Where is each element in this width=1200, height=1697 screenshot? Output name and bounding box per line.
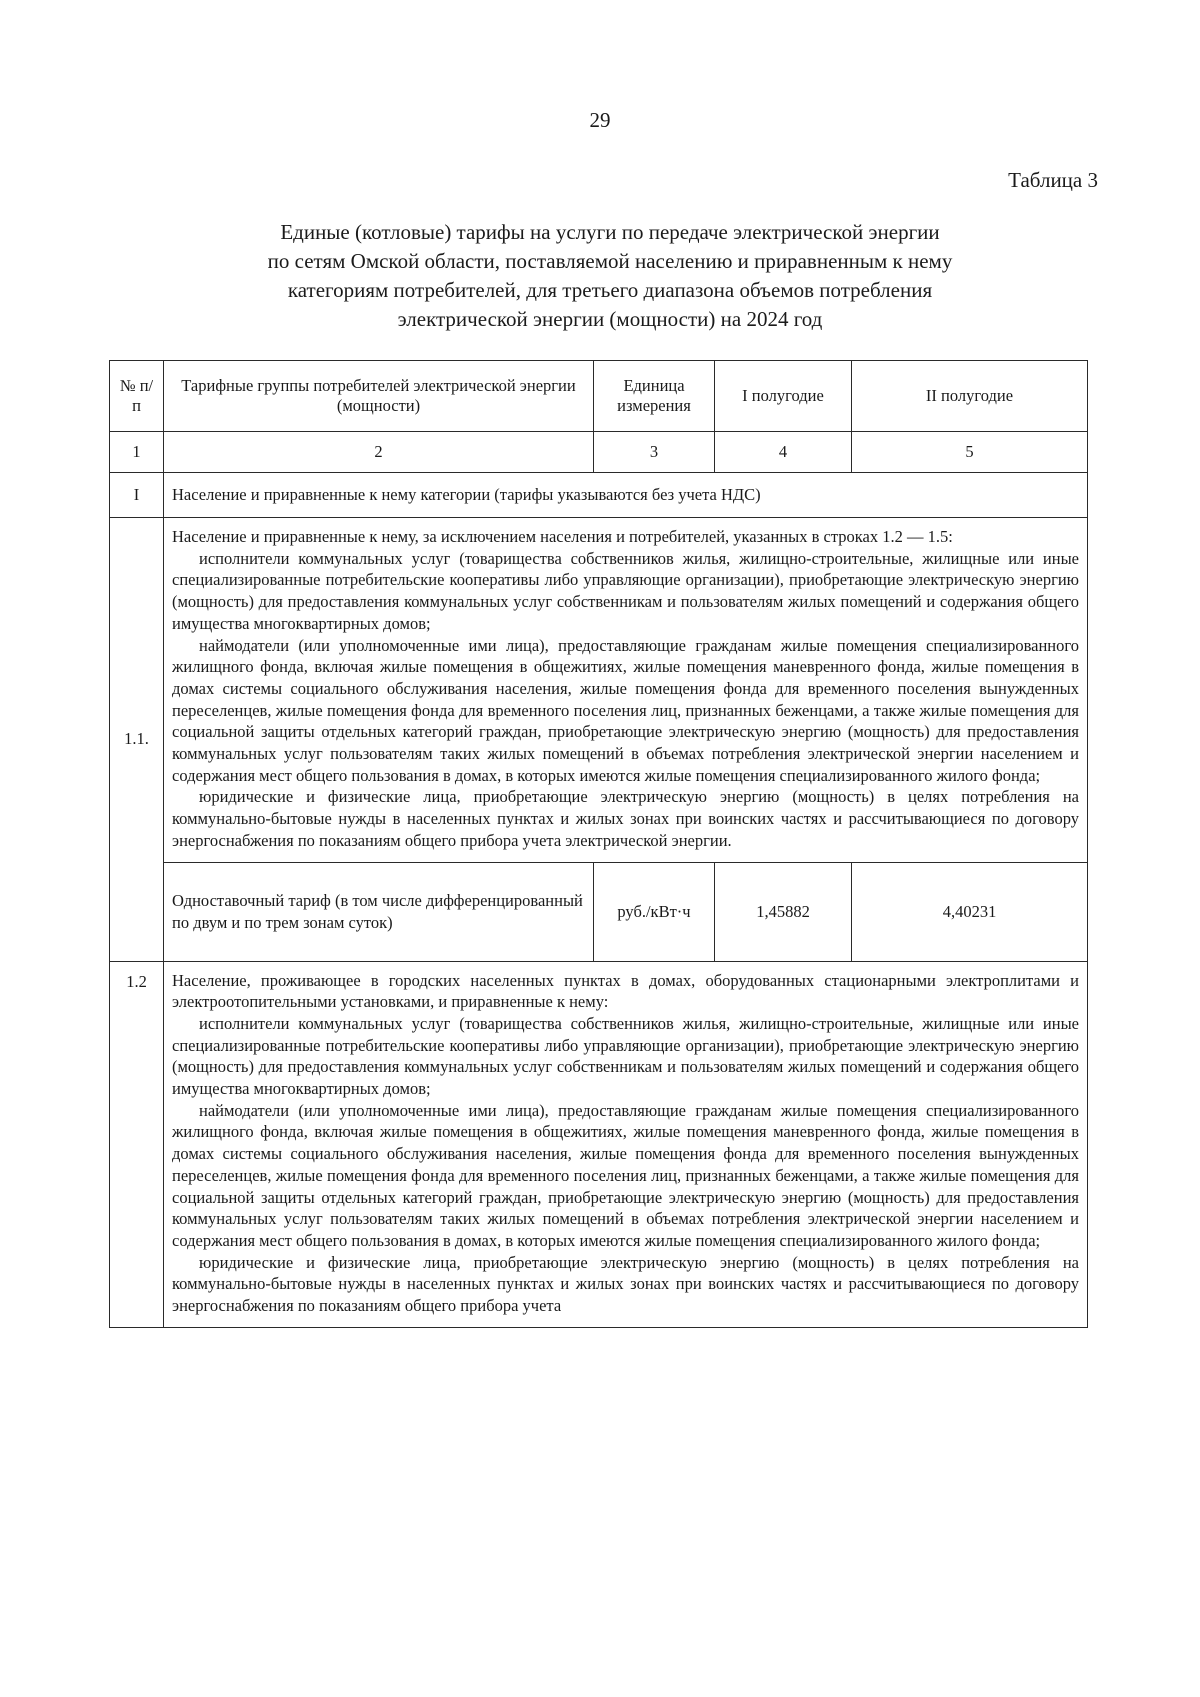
title-line: категориям потребителей, для третьего диапазона объемов потребления: [287, 278, 933, 302]
description-paragraph: Население, проживающее в городских населенных пунктах в домах, оборудованных стационарными электроплитами и электроотопительными установками, и приравненные к нему:: [172, 970, 1079, 1012]
title-line: Единые (котловые) тарифы на услуги по передаче электрической энергии: [280, 220, 940, 244]
title-line: по сетям Омской области, поставляемой населению и приравненным к нему: [267, 249, 953, 273]
description-paragraph: наймодатели (или уполномоченные ими лица), предоставляющие гражданам жилые помещения специализированного жилищного фонда, включая жилые помещения в общежитиях, жилые помещения маневренного фонда, жилые помещения в домах системы социального обслуживания населения, жилые помещения фонда для временного поселения вынужденных переселенцев, жилые помещения фонда для временного поселения лиц, признанных беженцами, а также жилые помещения для социальной защиты отдельных категорий граждан, приобретающие электрическую энергию (мощность) для предоставления коммунальных услуг пользователям таких жилых помещений в объемах потребления электрической энергии населением и содержания мест общего пользования в домах, в которых имеются жилые помещения специализированного жилого фонда;: [172, 1100, 1079, 1250]
header-h1: I полугодие: [715, 361, 852, 432]
row-1-2-description: [110, 961, 1088, 1327]
column-number-row: [110, 432, 1088, 473]
description-paragraph: юридические и физические лица, приобретающие электрическую энергию (мощность) в целях потребления на коммунально-бытовые нужды в населенных пунктах и жилых зонах при воинских частях и рассчитывающиеся по договору энергоснабжения по показаниям общего прибора учета электрической энергии.: [172, 787, 1079, 850]
section-num: I: [110, 473, 164, 518]
header-h2: II полугодие: [852, 361, 1088, 432]
title-line: электрической энергии (мощности) на 2024 год: [397, 307, 823, 331]
row-1-1-description: [110, 518, 1088, 863]
description-paragraph: юридические и физические лица, приобретающие электрическую энергию (мощность) в целях потребления на коммунально-бытовые нужды в населенных пунктах и жилых зонах при воинских частях и рассчитывающиеся по договору энергоснабжения по показаниям общего прибора учета: [172, 1252, 1079, 1316]
rate-unit: руб./кВт·ч: [594, 862, 715, 961]
section-text: Население и приравненные к нему категории (тарифы указываются без учета НДС): [164, 473, 1088, 518]
header-num: № п/п: [110, 361, 164, 432]
table-header-row: [110, 361, 1088, 432]
col-number: 3: [594, 432, 715, 473]
description-paragraph: исполнители коммунальных услуг (товарищества собственников жилья, жилищно-строительные, жилищные или иные специализированные потребительские кооперативы либо управляющие организации), приобретающие электрическую энергию (мощность) для предоставления коммунальных услуг собственникам и пользователям жилых помещений и содержания общего имущества многоквартирных домов;: [172, 1013, 1079, 1099]
page-number: 29: [589, 108, 611, 132]
section-row: [110, 473, 1088, 518]
rate-h1: 1,45882: [715, 862, 852, 961]
description-paragraph: Население и приравненные к нему, за исключением населения и потребителей, указанных в строках 1.2 — 1.5:: [172, 527, 953, 546]
rate-name: Одноставочный тариф (в том числе дифференцированный по двум и по трем зонам суток): [164, 862, 594, 961]
col-number: 5: [852, 432, 1088, 473]
row-num: 1.1.: [110, 518, 164, 962]
document-title: [180, 218, 1040, 334]
tariff-table: [109, 360, 1088, 1328]
header-group: Тарифные группы потребителей электрической энергии (мощности): [164, 361, 594, 432]
rate-h2: 4,40231: [852, 862, 1088, 961]
description-paragraph: исполнители коммунальных услуг (товарищества собственников жилья, жилищно-строительные, жилищные или иные специализированные потребительские кооперативы либо управляющие организации), приобретающие электрическую энергию (мощность) для предоставления коммунальных услуг собственникам и пользователям жилых помещений и содержания общего имущества многоквартирных домов;: [172, 548, 1079, 633]
row-num: 1.2: [110, 961, 164, 1327]
col-number: 1: [110, 432, 164, 473]
rate-row: [110, 862, 1088, 961]
col-number: 4: [715, 432, 852, 473]
description-paragraph: наймодатели (или уполномоченные ими лица), предоставляющие гражданам жилые помещения специализированного жилищного фонда, включая жилые помещения в общежитиях, жилые помещения маневренного фонда, жилые помещения в домах системы социального обслуживания населения, жилые помещения фонда для временного поселения вынужденных переселенцев, жилые помещения фонда для временного поселения лиц, признанных беженцами, а также жилые помещения для социальной защиты отдельных категорий граждан, приобретающие электрическую энергию (мощность) для предоставления коммунальных услуг пользователям таких жилых помещений в объемах потребления электрической энергии населением и содержания мест общего пользования в домах, в которых имеются жилые помещения специализированного жилого фонда;: [172, 635, 1079, 785]
table-label: Таблица 3: [1008, 168, 1098, 192]
row-description: [164, 961, 1088, 1327]
header-unit: Единица измерения: [594, 361, 715, 432]
col-number: 2: [164, 432, 594, 473]
row-description: [164, 518, 1088, 863]
